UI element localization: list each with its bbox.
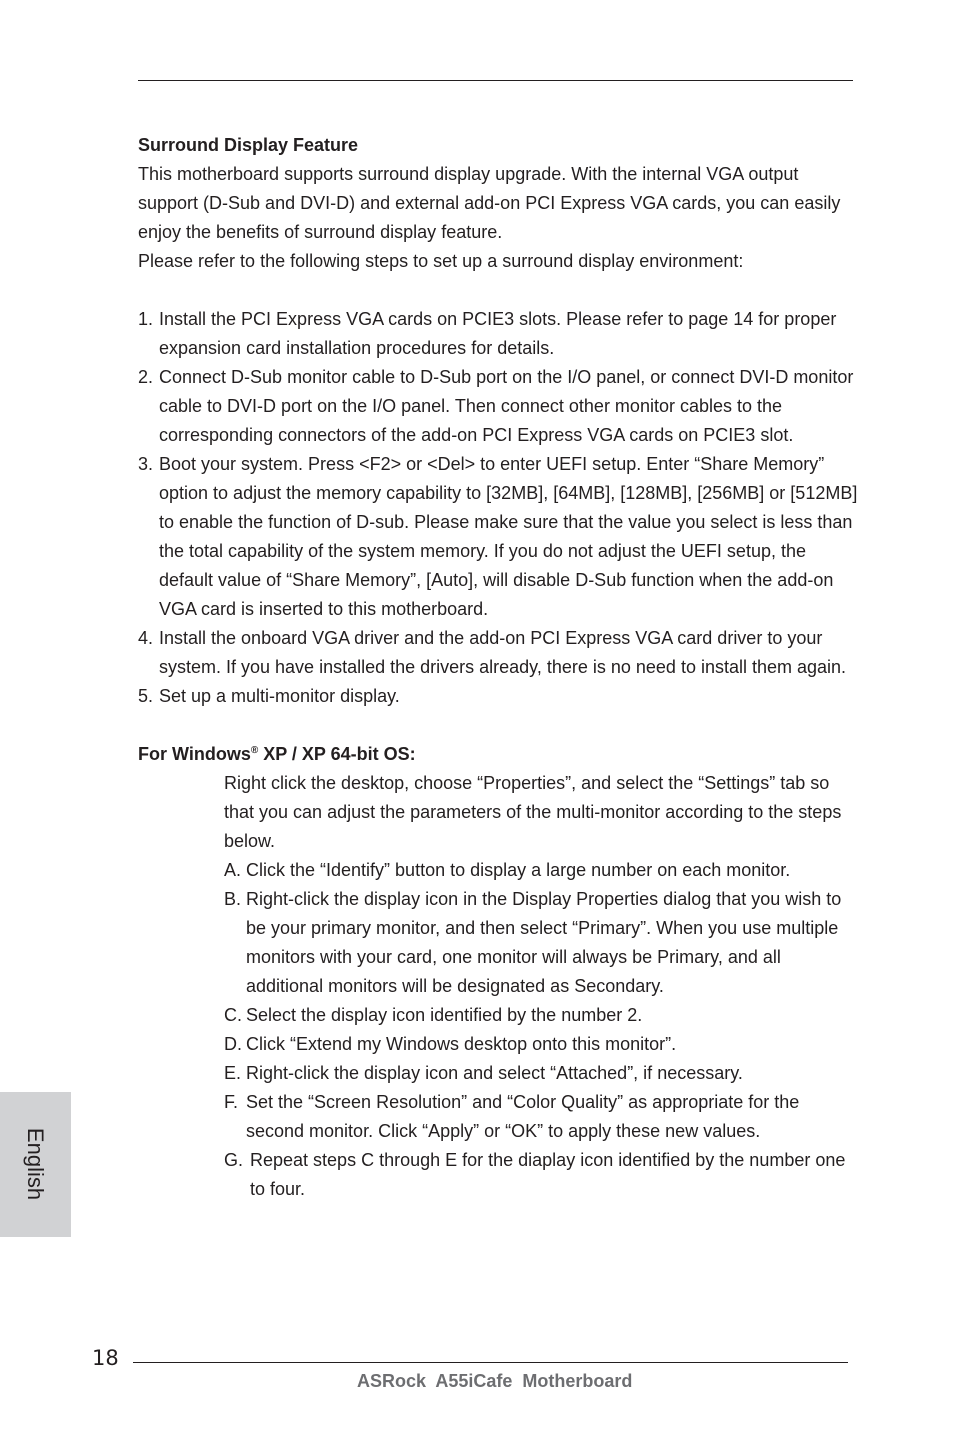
substep-letter: F. — [224, 1092, 239, 1112]
substep-letter: C. — [224, 1005, 242, 1025]
substep-letter: A. — [224, 860, 242, 880]
substep-item — [224, 1030, 858, 1059]
step-number: 1. — [138, 309, 154, 329]
section-heading: Surround Display Feature — [138, 135, 359, 155]
intro-paragraph: This motherboard supports surround display upgrade. With the internal VGA output support (D-Sub and DVI-D) and external add-on PCI Express VGA cards, you can easily enjoy the benefits of surround display feature. — [138, 164, 841, 242]
substep-item — [224, 1059, 858, 1088]
substep-text: Right-click the display icon in the Display Properties dialog that you wish to be your primary monitor, and then select “Primary”. When you use multiple monitors with your card, one monitor will always be Primary, and all additional monitors will be designated as Secondary. — [246, 889, 842, 996]
language-tab — [0, 1092, 71, 1237]
step-item — [138, 363, 858, 450]
step-text: Connect D-Sub monitor cable to D-Sub port on the I/O panel, or connect DVI-D monitor cable to DVI-D port on the I/O panel. Then connect other monitor cables to the corresponding connectors of the add-on PCI Express VGA cards on PCIE3 slot. — [159, 367, 854, 445]
substep-text: Set the “Screen Resolution” and “Color Quality” as appropriate for the second monitor. Click “Apply” or “OK” to apply these new values. — [246, 1092, 800, 1141]
footer-rule — [133, 1362, 848, 1363]
step-item — [138, 450, 858, 624]
substep-item — [224, 1088, 858, 1146]
setup-steps — [138, 305, 858, 711]
step-number: 4. — [138, 628, 154, 648]
step-number: 2. — [138, 367, 154, 387]
step-text: Install the PCI Express VGA cards on PCIE3 slots. Please refer to page 14 for proper expansion card installation procedures for details. — [159, 309, 837, 358]
registered-mark: ® — [250, 745, 259, 756]
substep-item — [224, 856, 858, 885]
substep-text: Click “Extend my Windows desktop onto this monitor”. — [246, 1034, 677, 1054]
os-substeps — [224, 856, 858, 1204]
step-number: 5. — [138, 686, 154, 706]
step-item — [138, 624, 858, 682]
os-instructions — [224, 769, 858, 1204]
substep-text: Select the display icon identified by the number 2. — [246, 1005, 643, 1025]
substep-letter: G. — [224, 1150, 244, 1170]
substep-item — [224, 1146, 858, 1204]
step-text: Install the onboard VGA driver and the add-on PCI Express VGA card driver to your system. If you have installed the drivers already, there is no need to install them again. — [159, 628, 847, 677]
substep-item — [224, 885, 858, 1001]
step-text: Set up a multi-monitor display. — [159, 686, 400, 706]
step-number: 3. — [138, 454, 154, 474]
substep-letter: D. — [224, 1034, 242, 1054]
substep-letter: E. — [224, 1063, 242, 1083]
substep-text: Repeat steps C through E for the diaplay icon identified by the number one to four. — [250, 1150, 846, 1199]
footer-title: ASRock A55iCafe Motherboard — [357, 1371, 633, 1391]
substep-text: Click the “Identify” button to display a large number on each monitor. — [246, 860, 791, 880]
page-number: 18 — [92, 1346, 119, 1370]
substep-item — [224, 1001, 858, 1030]
intro-instruction: Please refer to the following steps to set up a surround display environment: — [138, 251, 744, 271]
step-text: Boot your system. Press <F2> or <Del> to enter UEFI setup. Enter “Share Memory” option to adjust the memory capability to [32MB], [64MB], [128MB], [256MB] or [512MB] to enable the function of D-sub. Please make sure that the value you select is less than the total capability of the system memory. If you do not adjust the UEFI setup, the default value of “Share Memory”, [Auto], will disable D-Sub function when the add-on VGA card is inserted to this motherboard. — [159, 454, 858, 619]
substep-letter: B. — [224, 889, 242, 909]
os-intro: Right click the desktop, choose “Properties”, and select the “Settings” tab so that you can adjust the parameters of the multi-monitor according to the steps below. — [224, 773, 842, 851]
step-item — [138, 682, 858, 711]
header-rule — [138, 80, 853, 81]
substep-text: Right-click the display icon and select “Attached”, if necessary. — [246, 1063, 743, 1083]
step-item — [138, 305, 858, 363]
language-label: English — [23, 1127, 48, 1201]
page-content — [138, 131, 858, 1204]
os-heading: For Windows® XP / XP 64-bit OS: — [138, 744, 416, 764]
